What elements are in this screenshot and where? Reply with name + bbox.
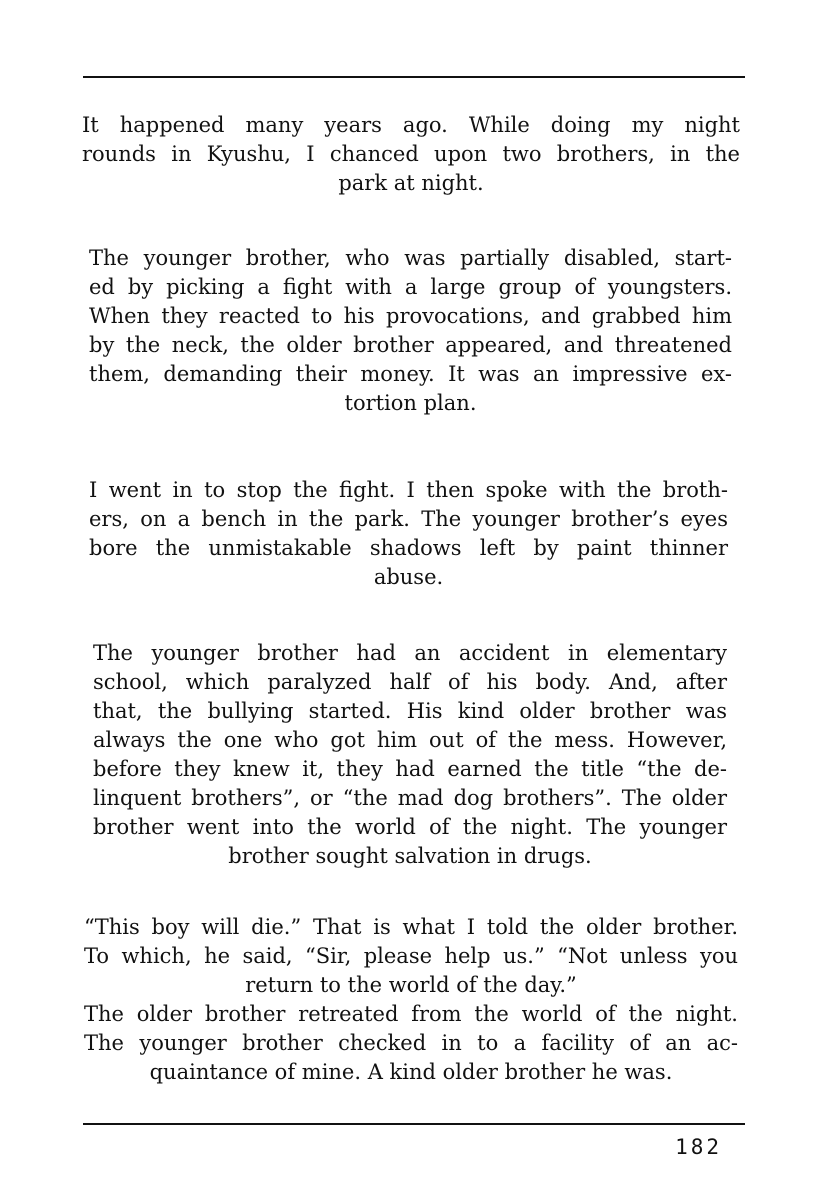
paragraph-line: park at night. — [338, 171, 484, 195]
paragraph-line: “This boy will die.” That is what I told the older brother. — [84, 915, 738, 939]
paragraph-line: bore the unmistakable shadows left by paint thinner — [89, 536, 728, 560]
paragraph-line: brother sought salvation in drugs. — [228, 844, 592, 868]
paragraph-line: that, the bullying started. His kind older brother was — [93, 699, 727, 723]
paragraph-3 — [89, 476, 728, 592]
bottom-rule — [83, 1123, 745, 1125]
paragraph-line: return to the world of the day.” — [245, 973, 577, 997]
paragraph-1 — [82, 111, 740, 198]
paragraph-line: quaintance of mine. A kind older brother he was. — [149, 1060, 673, 1084]
paragraph-line: The younger brother had an accident in elementary — [93, 641, 727, 665]
paragraph-2 — [89, 244, 732, 418]
paragraph-line: brother went into the world of the night. The younger — [93, 815, 727, 839]
paragraph-line: rounds in Kyushu, I chanced upon two brothers, in the — [82, 142, 740, 166]
paragraph-line: The younger brother, who was partially disabled, start- — [89, 246, 732, 270]
paragraph-line: The older brother retreated from the world of the night. — [84, 1002, 738, 1026]
paragraph-line: always the one who got him out of the mess. However, — [93, 728, 727, 752]
paragraph-line: school, which paralyzed half of his body. And, after — [93, 670, 727, 694]
paragraph-line: I went in to stop the fight. I then spoke with the broth- — [89, 478, 728, 502]
top-rule — [83, 76, 745, 78]
paragraph-line: abuse. — [373, 565, 444, 589]
paragraph-line: ed by picking a fight with a large group of youngsters. — [89, 275, 732, 299]
paragraph-line: tortion plan. — [344, 391, 477, 415]
paragraph-line: To which, he said, “Sir, please help us.” “Not unless you — [84, 944, 738, 968]
paragraph-line: by the neck, the older brother appeared, and threatened — [89, 333, 732, 357]
paragraph-line: ers, on a bench in the park. The younger brother’s eyes — [89, 507, 728, 531]
paragraph-line: before they knew it, they had earned the title “the de- — [93, 757, 727, 781]
paragraph-line: It happened many years ago. While doing my night — [82, 113, 740, 137]
paragraph-4 — [93, 639, 727, 871]
paragraph-line: The younger brother checked in to a facility of an ac- — [84, 1031, 738, 1055]
page-number: 182 — [675, 1135, 722, 1159]
paragraph-line: When they reacted to his provocations, and grabbed him — [89, 304, 732, 328]
paragraph-line: linquent brothers”, or “the mad dog brothers”. The older — [93, 786, 727, 810]
paragraph-5 — [84, 913, 738, 1087]
paragraph-line: them, demanding their money. It was an impressive ex- — [89, 362, 732, 386]
